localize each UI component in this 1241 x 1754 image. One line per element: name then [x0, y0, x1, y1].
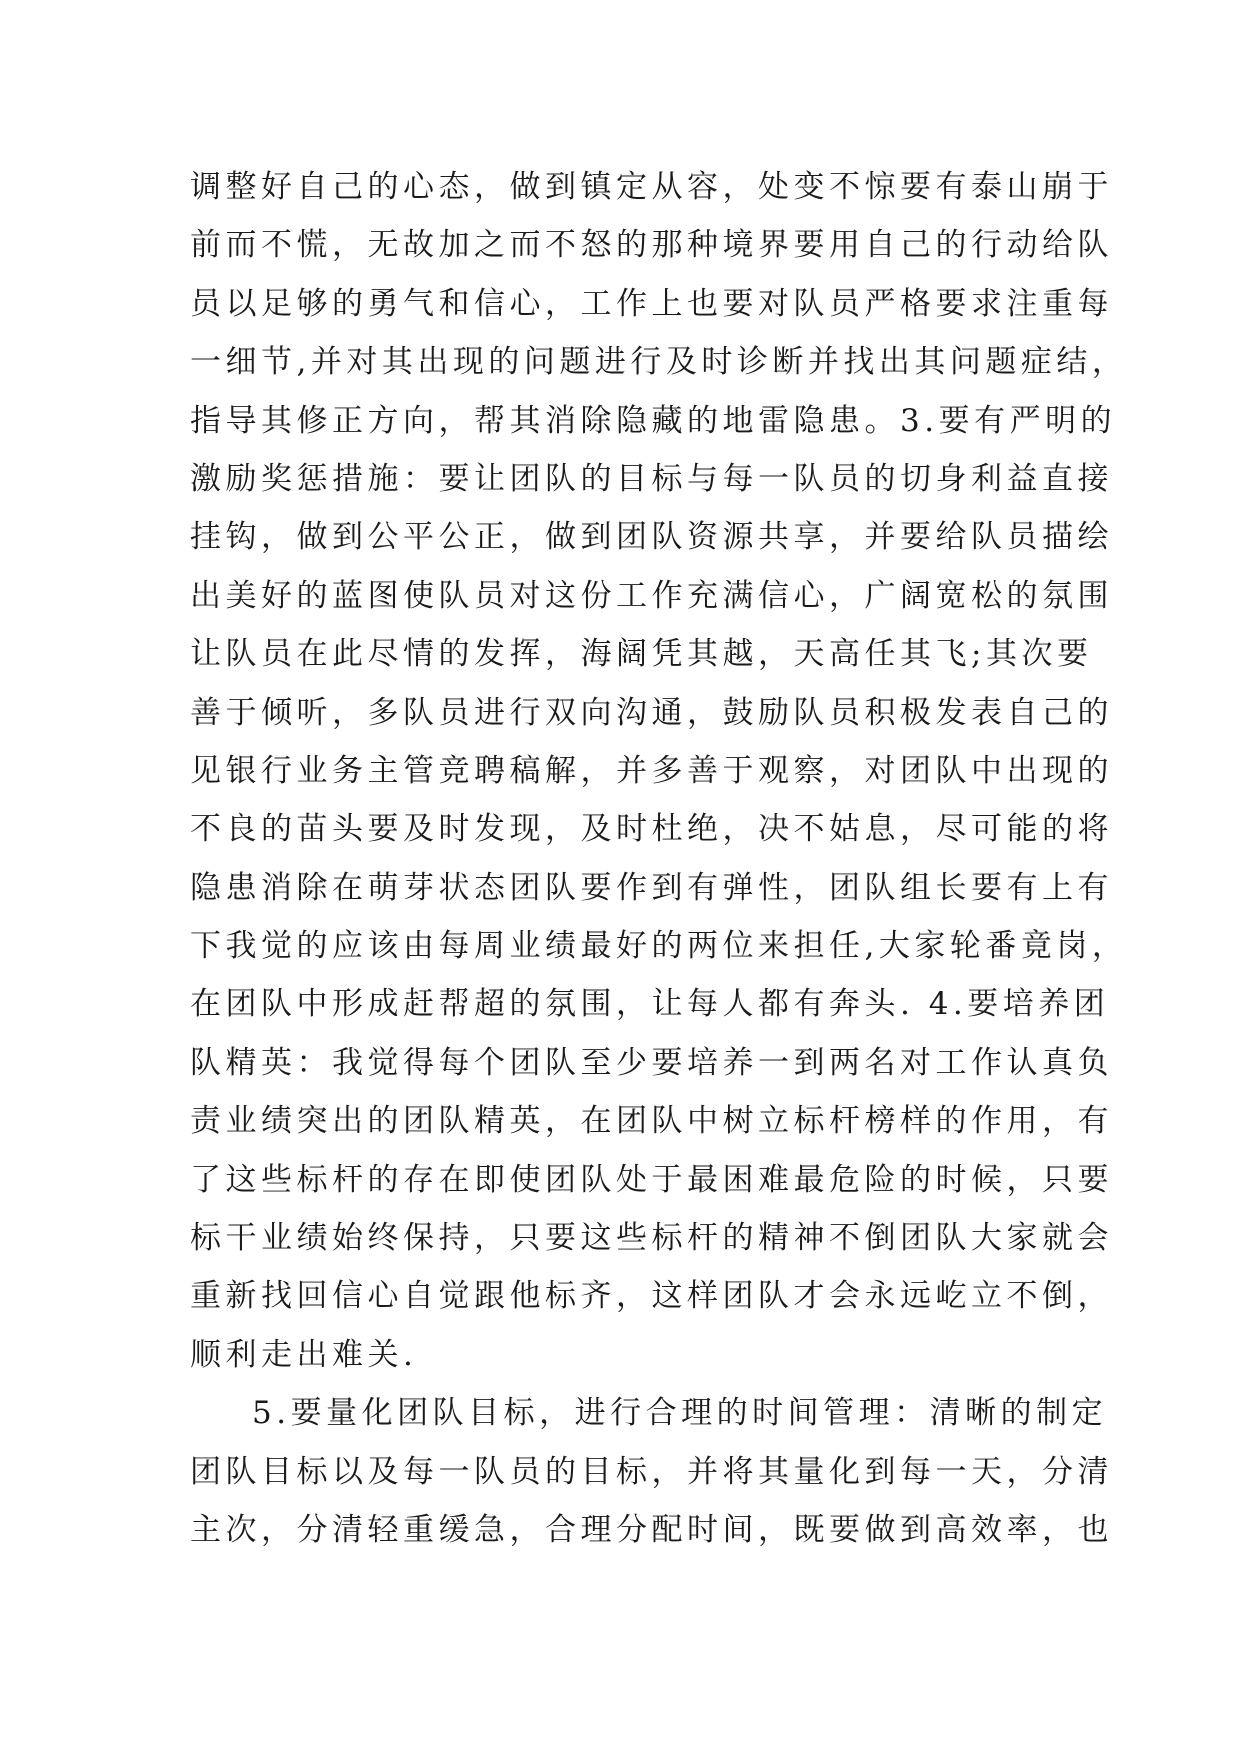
text-line: 不良的苗头要及时发现，及时杜绝，决不姑息，尽可能的将	[190, 811, 1113, 848]
text-line: 了这些标杆的存在即使团队处于最困难最危险的时候，只要	[190, 1161, 1113, 1198]
text-line: 队精英：我觉得每个团队至少要培养一到两名对工作认真负	[190, 1044, 1113, 1081]
text-line: 重新找回信心自觉跟他标齐，这样团队才会永远屹立不倒，	[190, 1278, 1113, 1315]
text-line: 5.要量化团队目标，进行合理的时间管理：清晰的制定	[252, 1395, 1108, 1432]
text-line: 一细节,并对其出现的问题进行及时诊断并找出其问题症结，	[190, 344, 1128, 381]
text-line: 顺利走出难关.	[190, 1336, 418, 1373]
text-line: 在团队中形成赶帮超的氛围，让每人都有奔头. 4.要培养团	[190, 986, 1110, 1023]
body-text	[190, 158, 1128, 1559]
text-line: 责业绩突出的团队精英，在团队中树立标杆榜样的作用，有	[190, 1103, 1113, 1140]
text-line: 团队目标以及每一队员的目标，并将其量化到每一天，分清	[190, 1453, 1113, 1490]
text-line: 前而不慌，无故加之而不怒的那种境界要用自己的行动给队	[190, 227, 1113, 264]
text-line: 调整好自己的心态，做到镇定从容，处变不惊要有泰山崩于	[190, 169, 1113, 205]
text-line: 激励奖惩措施：要让团队的目标与每一队员的切身利益直接	[190, 460, 1113, 497]
text-line: 员以足够的勇气和信心，工作上也要对队员严格要求注重每	[190, 285, 1113, 322]
text-line: 标干业绩始终保持，只要这些标杆的精神不倒团队大家就会	[190, 1220, 1113, 1257]
text-line: 主次，分清轻重缓急，合理分配时间，既要做到高效率，也	[190, 1511, 1113, 1548]
text-line: 挂钩，做到公平公正，做到团队资源共享，并要给队员描绘	[190, 519, 1113, 556]
text-line: 出美好的蓝图使队员对这份工作充满信心，广阔宽松的氛围	[190, 577, 1113, 614]
text-line: 指导其修正方向，帮其消除隐藏的地雷隐患。3.要有严明的	[190, 402, 1117, 439]
text-line: 下我觉的应该由每周业绩最好的两位来担任,大家轮番竟岗，	[190, 928, 1128, 965]
text-line: 隐患消除在萌芽状态团队要作到有弹性，团队组长要有上有	[190, 869, 1113, 906]
text-line: 让队员在此尽情的发挥，海阔凭其越，天高任其飞;其次要	[190, 636, 1093, 673]
text-line: 见银行业务主管竞聘稿解，并多善于观察，对团队中出现的	[190, 752, 1113, 789]
text-line: 善于倾听，多队员进行双向沟通，鼓励队员积极发表自己的	[190, 694, 1113, 731]
